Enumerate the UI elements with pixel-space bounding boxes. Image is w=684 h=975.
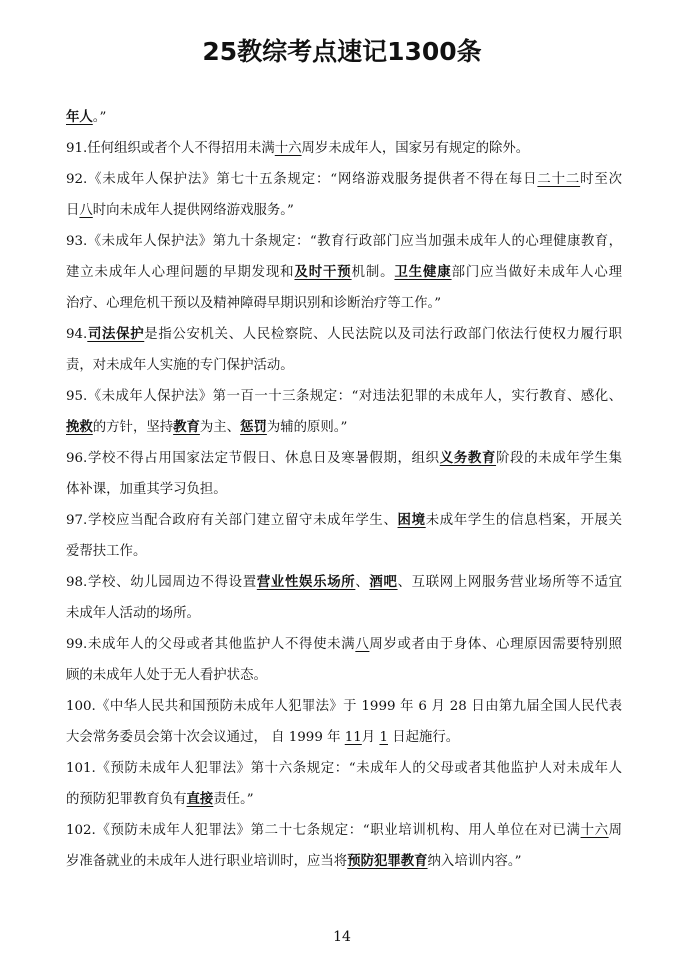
list-item xyxy=(66,567,622,629)
text-segment: 未成年人活动的场所。 xyxy=(66,606,200,621)
text-segment: 92.《未成年人保护法》第七十五条规定：“网络游戏服务提供者不得在每日 xyxy=(66,172,538,187)
key-term: 及时干预 xyxy=(294,265,352,280)
list-item xyxy=(66,815,622,877)
text-line xyxy=(66,381,622,412)
list-item xyxy=(66,164,622,226)
key-term: 酒吧 xyxy=(369,575,398,590)
text-line xyxy=(66,815,622,846)
key-term: 惩罚 xyxy=(240,420,267,435)
text-segment: 时至次 xyxy=(580,172,623,187)
text-line xyxy=(66,350,622,381)
text-segment: 、互联网上网服务营业场所等不适宜 xyxy=(397,575,623,590)
text-segment: 月 xyxy=(361,730,380,745)
text-line xyxy=(66,443,622,474)
text-line xyxy=(66,319,622,350)
list-item xyxy=(66,629,622,691)
text-line xyxy=(66,629,622,660)
text-line xyxy=(66,753,622,784)
text-segment: 顾的未成年人处于无人看护状态。 xyxy=(66,668,267,683)
text-segment: 阶段的未成年学生集 xyxy=(496,451,623,466)
list-item xyxy=(66,226,622,319)
text-line xyxy=(66,164,622,195)
blank-answer: 十六 xyxy=(580,823,609,838)
text-segment: 95.《未成年人保护法》第一百一十三条规定：“对违法犯罪的未成年人，实行教育、感化、 xyxy=(66,389,622,404)
blank-answer: 11 xyxy=(344,730,362,745)
text-line xyxy=(66,226,622,257)
list-item xyxy=(66,319,622,381)
key-term: 营业性娱乐场所 xyxy=(256,575,356,590)
page-title: 25教综考点速记1300条 xyxy=(202,37,482,66)
list-item xyxy=(66,102,622,133)
text-segment: 日起施行。 xyxy=(387,730,460,745)
text-segment: 周岁未成年人，国家另有规定的除外。 xyxy=(301,141,530,156)
text-segment: 99.未成年人的父母或者其他监护人不得使未满 xyxy=(66,637,356,652)
text-segment: 治疗、心理危机干预以及精神障碍早期识别和诊断治疗等工作。” xyxy=(66,296,442,311)
key-term: 直接 xyxy=(186,792,214,807)
text-segment: 纳入培训内容。” xyxy=(427,854,522,869)
text-segment: 时向未成年人提供网络游戏服务。” xyxy=(92,203,294,218)
text-segment: 的预防犯罪教育负有 xyxy=(66,792,187,807)
text-line xyxy=(66,784,622,815)
text-segment: 责，对未成年人实施的专门保护活动。 xyxy=(66,358,294,373)
text-segment: 周 xyxy=(608,823,622,838)
key-term: 困境 xyxy=(397,513,426,528)
key-term: 年人 xyxy=(66,110,93,125)
text-segment: 周岁或者由于身体、心理原因需要特别照 xyxy=(369,637,623,652)
key-term: 卫生健康 xyxy=(394,265,452,280)
text-segment: 93.《未成年人保护法》第九十条规定：“教育行政部门应当加强未成年人的心理健康教育， xyxy=(66,234,622,249)
text-line xyxy=(66,102,622,133)
text-segment: 体补课，加重其学习负担。 xyxy=(66,482,227,497)
text-segment: 96.学校不得占用国家法定节假日、休息日及寒暑假期，组织 xyxy=(66,451,440,466)
text-segment: 100.《中华人民共和国预防未成年人犯罪法》于 1999 年 6 月 28 日由第九届全国人民代表 xyxy=(66,699,622,714)
text-segment: 大会常务委员会第十次会议通过， 自 1999 年 xyxy=(66,730,345,745)
key-term: 预防犯罪教育 xyxy=(347,854,428,869)
text-segment: 91.任何组织或者个人不得招用未满 xyxy=(66,141,275,156)
text-line xyxy=(66,660,622,691)
text-segment: 部门应当做好未成年人心理 xyxy=(451,265,623,280)
blank-answer: 十六 xyxy=(274,141,302,156)
text-segment: 机制。 xyxy=(351,265,395,280)
text-line xyxy=(66,567,622,598)
text-line xyxy=(66,195,622,226)
text-line xyxy=(66,598,622,629)
key-term: 司法保护 xyxy=(87,327,145,342)
list-item xyxy=(66,133,622,164)
text-segment: 为辅的原则。” xyxy=(266,420,348,435)
text-segment: 98.学校、幼儿园周边不得设置 xyxy=(66,575,257,590)
text-line xyxy=(66,722,622,753)
key-term: 义务教育 xyxy=(439,451,497,466)
text-segment: 未成年学生的信息档案，开展关 xyxy=(425,513,623,528)
text-segment: 日 xyxy=(66,203,80,218)
text-line xyxy=(66,412,622,443)
text-line xyxy=(66,691,622,722)
key-term: 教育 xyxy=(173,420,200,435)
text-segment: 。” xyxy=(92,110,107,125)
text-line xyxy=(66,846,622,877)
blank-answer: 二十二 xyxy=(537,172,581,187)
page-number: 14 xyxy=(333,929,351,945)
text-segment: 94. xyxy=(66,327,88,342)
list-item xyxy=(66,753,622,815)
blank-answer: 八 xyxy=(355,637,370,652)
list-item xyxy=(66,691,622,753)
list-item xyxy=(66,505,622,567)
text-segment: 责任。” xyxy=(213,792,254,807)
text-segment: 的方针，坚持 xyxy=(92,420,174,435)
text-segment: 建立未成年人心理问题的早期发现和 xyxy=(66,265,295,280)
text-line xyxy=(66,133,622,164)
text-segment: 是指公安机关、人民检察院、人民法院以及司法行政部门依法行使权力履行职 xyxy=(144,327,623,342)
text-line xyxy=(66,288,622,319)
text-line xyxy=(66,474,622,505)
text-segment: 为主、 xyxy=(199,420,241,435)
text-segment: 岁准备就业的未成年人进行职业培训时，应当将 xyxy=(66,854,348,869)
text-segment: 、 xyxy=(355,575,370,590)
text-segment: 97.学校应当配合政府有关部门建立留守未成年学生、 xyxy=(66,513,398,528)
list-item xyxy=(66,381,622,443)
text-line xyxy=(66,257,622,288)
text-line xyxy=(66,505,622,536)
list-item xyxy=(66,443,622,505)
text-segment: 爱帮扶工作。 xyxy=(66,544,147,559)
document-body xyxy=(66,102,622,877)
key-term: 挽救 xyxy=(66,420,93,435)
text-segment: 102.《预防未成年人犯罪法》第二十七条规定：“职业培训机构、用人单位在对已满 xyxy=(66,823,581,838)
blank-answer: 1 xyxy=(379,730,388,745)
text-line xyxy=(66,536,622,567)
blank-answer: 八 xyxy=(79,203,93,218)
text-segment: 101.《预防未成年人犯罪法》第十六条规定：“未成年人的父母或者其他监护人对未成年人 xyxy=(66,761,622,776)
